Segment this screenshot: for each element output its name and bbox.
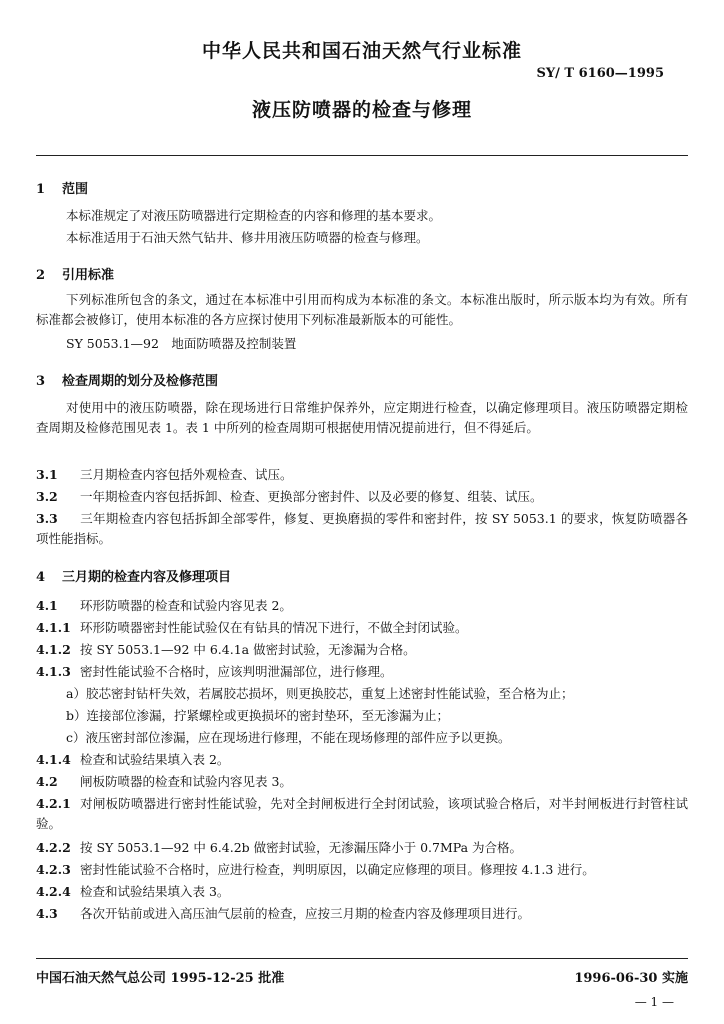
clause-text: 各次开钻前或进入高压油气层前的检查，应按三月期的检查内容及修理项目进行。 [80, 906, 531, 921]
clause-number: 4.1.3 [36, 664, 71, 679]
clause-text: 对闸板防喷器进行密封性能试验，先对全封闸板进行全封闭试验，该项试验合格后，对半封闸板进行封管柱试验。 [36, 796, 688, 831]
clause-number: 4.2.1 [36, 796, 71, 811]
clause-number: 4.2.2 [36, 840, 71, 855]
clause-text: 三年期检查内容包括拆卸全部零件，修复、更换磨损的零件和密封件，按 SY 5053.1 的要求，恢复防喷器各项性能指标。 [36, 511, 688, 546]
clause-text: 闸板防喷器的检查和试验内容见表 3。 [80, 774, 292, 789]
section-title: 范围 [62, 182, 89, 197]
clause-number: 4.1.1 [36, 620, 71, 635]
section-title: 引用标准 [62, 268, 115, 283]
org-title: 中华人民共和国石油天然气行业标准 [201, 40, 522, 62]
clause-text: 密封性能试验不合格时，应进行检查，判明原因，以确定应修理的项目。修理按 4.1.3 进行。 [80, 862, 595, 877]
clause-text: 密封性能试验不合格时，应该判明泄漏部位，进行修理。 [80, 664, 393, 679]
document-title: 液压防喷器的检查与修理 [251, 99, 472, 121]
clause-text: 按 SY 5053.1—92 中 6.4.2b 做密封试验，无渗漏压降小于 0.7MPa 为合格。 [80, 840, 523, 855]
clause-text: 环形防喷器密封性能试验仅在有钻具的情况下进行，不做全封闭试验。 [80, 620, 468, 635]
clause-number: 3.3 [36, 511, 58, 526]
clause-number: 4.2 [36, 774, 58, 789]
page-number: — 1 — [634, 995, 674, 1009]
clause [36, 904, 530, 922]
approval-statement: 中国石油天然气总公司 1995-12-25 批准 [36, 971, 285, 986]
section-3-heading [36, 370, 218, 389]
section-number: 2 [36, 268, 46, 283]
paragraph: 本标准规定了对液压防喷器进行定期检查的内容和修理的基本要求。 [66, 208, 442, 223]
footer-divider [36, 958, 688, 959]
clause [36, 640, 416, 658]
clause-number: 4.1.2 [36, 642, 71, 657]
clause [36, 838, 522, 856]
list-item: b）连接部位渗漏，拧紧螺栓或更换损坏的密封垫环，至无渗漏为止； [66, 708, 450, 723]
clause [36, 772, 292, 790]
header-divider [36, 155, 688, 156]
clause-number: 4.1.4 [36, 752, 71, 767]
clause [36, 465, 293, 483]
section-title: 检查周期的划分及检修范围 [62, 374, 219, 389]
clause [36, 860, 595, 878]
standard-number: SY/ T 6160—1995 [536, 66, 664, 81]
paragraph: 对使用中的液压防喷器，除在现场进行日常维护保养外，应定期进行检查，以确定修理项目。液压防喷器定期检查周期及检修范围见表 1。表 1 中所列的检查周期可根据使用情况提前进行，但不得延后。 [36, 400, 688, 435]
section-4-heading [36, 566, 231, 585]
section-title: 三月期的检查内容及修理项目 [62, 570, 232, 585]
section-number: 4 [36, 570, 46, 585]
clause-number: 4.1 [36, 598, 58, 613]
clause-text: 环形防喷器的检查和试验内容见表 2。 [80, 598, 292, 613]
list-item: a）胶芯密封钻杆失效，若属胶芯损坏，则更换胶芯，重复上述密封性能试验，至合格为止； [66, 686, 574, 701]
paragraph: 本标准适用于石油天然气钻井、修井用液压防喷器的检查与修理。 [66, 230, 429, 245]
clause [36, 618, 468, 636]
clause [36, 487, 543, 505]
clause [36, 750, 229, 768]
section-number: 1 [36, 182, 46, 197]
clause-number: 4.2.3 [36, 862, 71, 877]
section-2-heading [36, 264, 114, 283]
clause-text: 按 SY 5053.1—92 中 6.4.1a 做密封试验，无渗漏为合格。 [80, 642, 416, 657]
clause-text: 检查和试验结果填入表 2。 [80, 752, 230, 767]
clause [36, 794, 688, 834]
reference-item: SY 5053.1—92 地面防喷器及控制装置 [66, 336, 297, 351]
clause-number: 3.2 [36, 489, 58, 504]
implementation-date: 1996-06-30 实施 [574, 971, 688, 986]
section-1-heading [36, 178, 88, 197]
clause [36, 596, 292, 614]
section-number: 3 [36, 374, 46, 389]
clause-text: 一年期检查内容包括拆卸、检查、更换部分密封件、以及必要的修复、组装、试压。 [80, 489, 543, 504]
paragraph: 下列标准所包含的条文，通过在本标准中引用而构成为本标准的条文。本标准出版时，所示版本均为有效。所有标准都会被修订，使用本标准的各方应探讨使用下列标准最新版本的可能性。 [36, 292, 688, 327]
clause-number: 4.2.4 [36, 884, 71, 899]
clause-number: 3.1 [36, 467, 58, 482]
clause [36, 509, 688, 549]
clause [36, 882, 229, 900]
clause-number: 4.3 [36, 906, 58, 921]
clause [36, 662, 393, 680]
clause-text: 检查和试验结果填入表 3。 [80, 884, 230, 899]
list-item: c）液压密封部位渗漏，应在现场进行修理，不能在现场修理的部件应予以更换。 [66, 730, 511, 745]
clause-text: 三月期检查内容包括外观检查、试压。 [80, 467, 293, 482]
